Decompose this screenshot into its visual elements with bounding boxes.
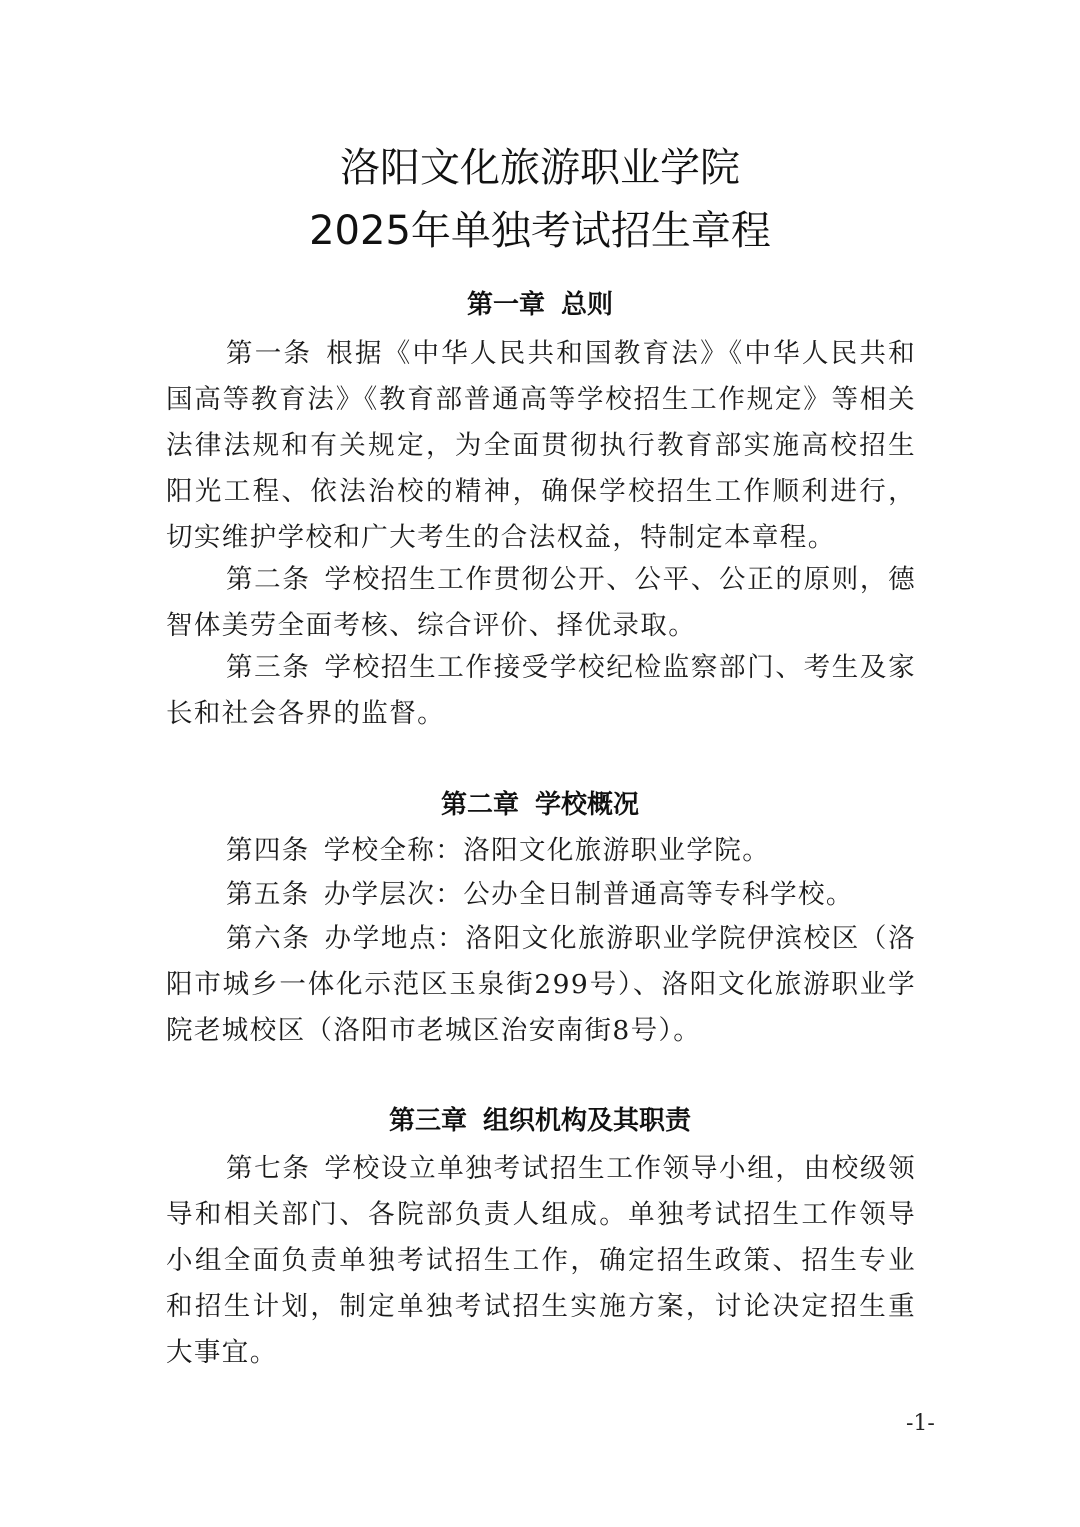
article-label: 第五条 <box>226 879 310 910</box>
article-paragraph <box>166 557 916 649</box>
article-text: 学校招生工作接受学校纪检监察部门、考生及家长和社会各界的监督。 <box>166 652 917 729</box>
article-paragraph <box>166 872 916 918</box>
article-label: 第二条 <box>226 564 311 595</box>
article-paragraph <box>166 916 916 1054</box>
chapter-heading <box>0 1104 1080 1138</box>
document-title-line2: 2025年单独考试招生章程 <box>309 208 771 254</box>
article-text: 学校全称：洛阳文化旅游职业学院。 <box>323 835 771 866</box>
chapter-number: 第三章 <box>388 1106 467 1136</box>
article-paragraph <box>166 645 916 737</box>
article-text: 办学层次：公办全日制普通高等专科学校。 <box>323 879 854 910</box>
page-number: -1- <box>906 1411 935 1436</box>
chapter-heading <box>0 788 1080 822</box>
chapter-number: 第二章 <box>440 790 519 820</box>
chapter-number: 第一章 <box>466 290 545 320</box>
article-paragraph <box>166 1146 916 1376</box>
article-text: 学校设立单独考试招生工作领导小组，由校级领导和相关部门、各院部负责人组成。单独考试招生工作领导小组全面负责单独考试招生工作，确定招生政策、招生专业和招生计划，制定单独考试招生实施方案，讨论决定招生重大事宜。 <box>166 1153 917 1368</box>
chapter-name: 组织机构及其职责 <box>483 1106 692 1136</box>
article-text: 根据《中华人民共和国教育法》《中华人民共和国高等教育法》《教育部普通高等学校招生工作规定》等相关法律法规和有关规定，为全面贯彻执行教育部实施高校招生阳光工程、依法治校的精神，确保学校招生工作顺利进行，切实维护学校和广大考生的合法权益，特制定本章程。 <box>166 338 916 553</box>
chapter-name: 总则 <box>561 290 614 320</box>
article-paragraph <box>166 828 916 874</box>
article-label: 第一条 <box>226 338 313 369</box>
article-text: 办学地点：洛阳文化旅游职业学院伊滨校区（洛阳市城乡一体化示范区玉泉街299号）、洛阳文化旅游职业学院老城校区（洛阳市老城区治安南街8号）。 <box>166 923 917 1046</box>
chapter-name: 学校概况 <box>535 790 640 820</box>
article-label: 第三条 <box>226 652 311 683</box>
article-label: 第六条 <box>226 923 311 954</box>
document-title-line1: 洛阳文化旅游职业学院 <box>340 145 740 191</box>
article-label: 第七条 <box>226 1153 311 1184</box>
chapter-heading <box>0 288 1080 322</box>
article-label: 第四条 <box>226 835 310 866</box>
article-text: 学校招生工作贯彻公开、公平、公正的原则，德智体美劳全面考核、综合评价、择优录取。 <box>166 564 917 641</box>
article-paragraph <box>166 331 916 561</box>
